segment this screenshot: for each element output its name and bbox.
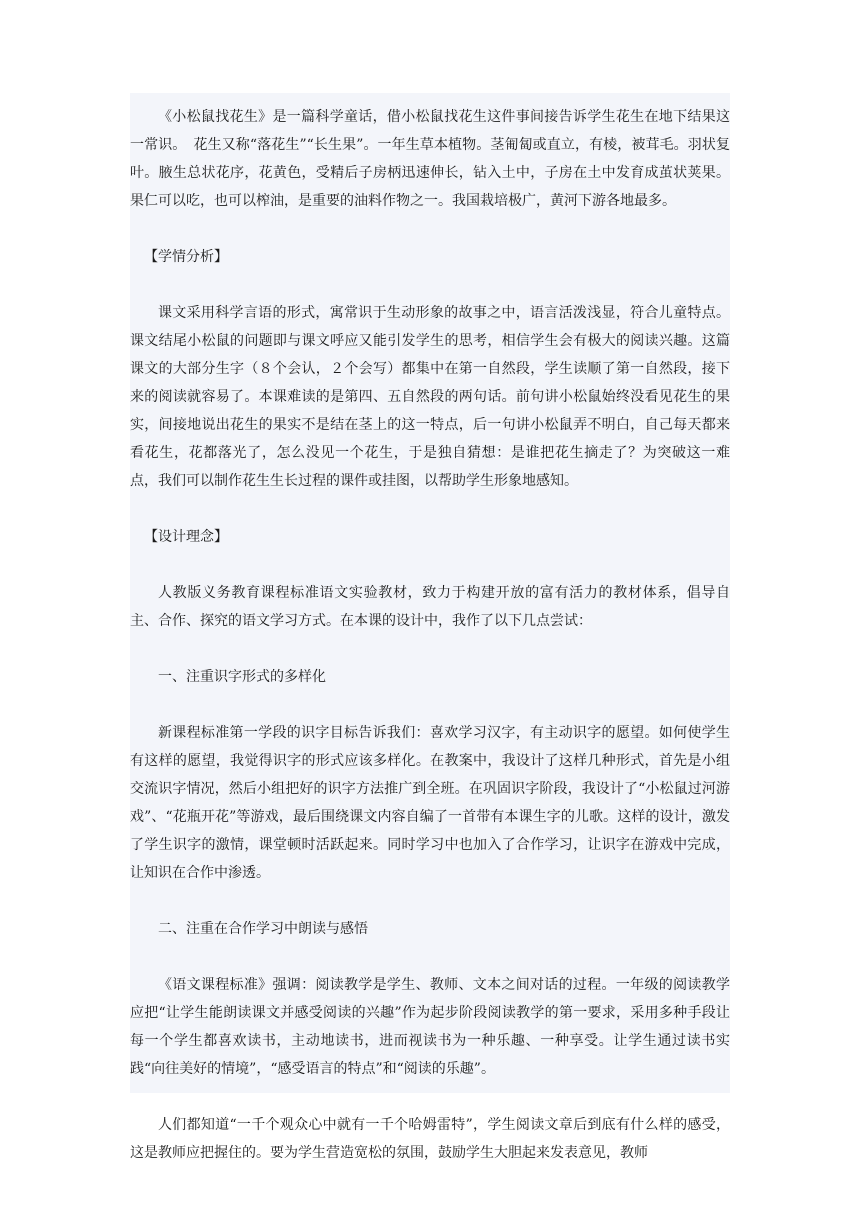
design-concept-paragraph: 人教版义务教育课程标准语文实验教材，致力于构建开放的富有活力的教材体系，倡导自主、合作、探究的语文学习方式。在本课的设计中，我作了以下几点尝试：: [130, 585, 730, 629]
subheading-reading-cooperation: 二、注重在合作学习中朗读与感悟: [158, 921, 368, 937]
subheading-literacy-forms: 一、注重识字形式的多样化: [158, 669, 326, 685]
section-heading-student-analysis: 【学情分析】: [144, 249, 228, 265]
reading-feeling-paragraph: 人们都知道“一千个观众心中就有一千个哈姆雷特”，学生阅读文章后到底有什么样的感受，这是教师应把握住的。要为学生营造宽松的氛围，鼓励学生大胆起来发表意见，教师: [130, 1117, 730, 1161]
section-heading-design-concept: 【设计理念】: [144, 529, 228, 545]
intro-paragraph: 《小松鼠找花生》是一篇科学童话，借小松鼠找花生这件事间接告诉学生花生在地下结果这一常识。 花生又称“落花生”“长生果”。一年生草本植物。茎匍匐或直立，有棱，被茸毛。羽状复叶。腋生总状花序，花黄色，受精后子房柄迅速伸长，钻入土中，子房在土中发育成茧状荚果。果仁可以吃，也可以榨油，是重要的油料作物之一。我国栽培极广，黄河下游各地最多。: [130, 109, 730, 209]
article-content: [130, 93, 730, 1167]
article-body: [130, 93, 730, 1161]
literacy-forms-paragraph: 新课程标准第一学段的识字目标告诉我们：喜欢学习汉字，有主动识字的愿望。如何使学生有这样的愿望，我觉得识字的形式应该多样化。在教案中，我设计了这样几种形式，首先是小组交流识字情况，然后小组把好的识字方法推广到全班。在巩固识字阶段，我设计了“小松鼠过河游戏”、“花瓶开花”等游戏，最后围绕课文内容自编了一首带有本课生字的儿歌。这样的设计，激发了学生识字的激情，课堂顿时活跃起来。同时学习中也加入了合作学习，让识字在游戏中完成，让知识在合作中渗透。: [130, 725, 730, 881]
student-analysis-paragraph: 课文采用科学言语的形式，寓常识于生动形象的故事之中，语言活泼浅显，符合儿童特点。课文结尾小松鼠的问题即与课文呼应又能引发学生的思考，相信学生会有极大的阅读兴趣。这篇课文的大部分生字（８个会认，２个会写）都集中在第一自然段，学生读顺了第一自然段，接下来的阅读就容易了。本课难读的是第四、五自然段的两句话。前句讲小松鼠始终没看见花生的果实，间接地说出花生的果实不是结在茎上的这一特点，后一句讲小松鼠弄不明白，自己每天都来看花生，花都落光了，怎么没见一个花生，于是独自猜想：是谁把花生摘走了？为突破这一难点，我们可以制作花生生长过程的课件或挂图，以帮助学生形象地感知。: [130, 305, 730, 489]
reading-standard-paragraph: 《语文课程标准》强调：阅读教学是学生、教师、文本之间对话的过程。一年级的阅读教学应把“让学生能朗读课文并感受阅读的兴趣”作为起步阶段阅读教学的第一要求，采用多种手段让每一个学生都喜欢读书，主动地读书，进而视读书为一种乐趣、一种享受。让学生通过读书实践“向往美好的情境”，“感受语言的特点”和“阅读的乐趣”。: [130, 977, 730, 1077]
